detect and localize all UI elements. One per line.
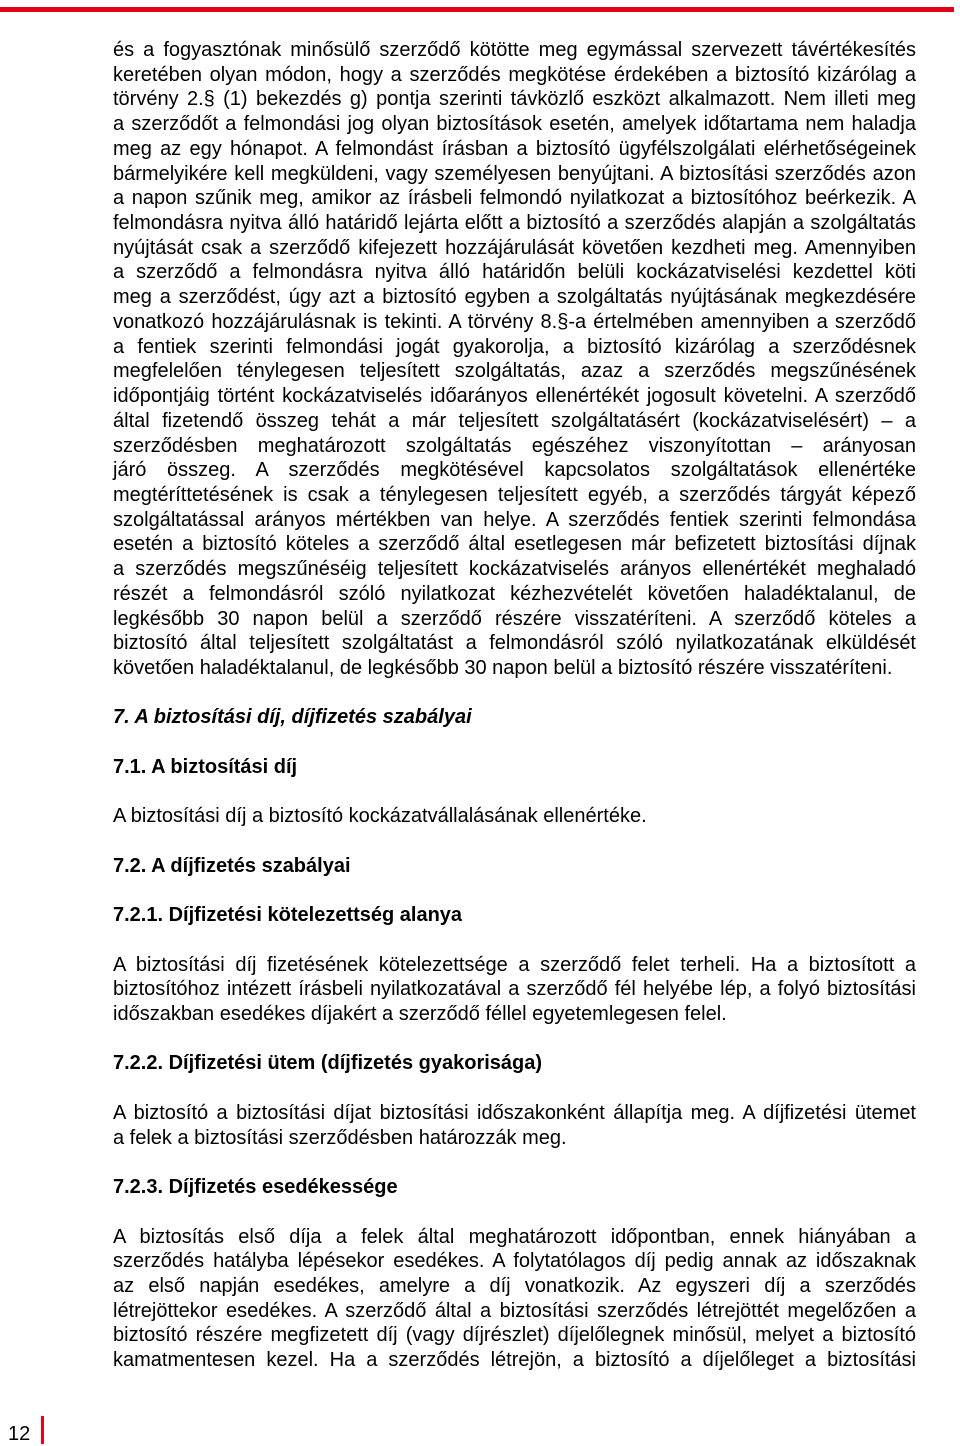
section-heading-7: 7. A biztosítási díj, díjfizetés szabályai xyxy=(113,706,472,729)
paragraph-line: követően haladéktalanul, de legkésőbb 30 napon belül a biztosító részére visszatéríteni. xyxy=(113,656,893,679)
paragraph-line: legkésőbb 30 napon belül a szerződő részére visszatéríteni. A szerződő köteles a xyxy=(113,607,916,630)
section-heading-7-1: 7.1. A biztosítási díj xyxy=(113,755,298,778)
paragraph-line: A biztosító a biztosítási díjat biztosítási időszakonként állapítja meg. A díjfizetési ütemet xyxy=(113,1101,916,1124)
paragraph-line: megtéríttetésének is csak a ténylegesen teljesített egyéb, a szerződés tárgyát képező xyxy=(113,483,916,506)
section-heading-7-2-2: 7.2.2. Díjfizetési ütem (díjfizetés gyakorisága) xyxy=(113,1052,543,1075)
page-number: 12 xyxy=(8,1423,31,1445)
paragraph-line: szolgáltatással arányos mértékben van helye. A szerződés fentiek szerinti felmondása xyxy=(113,508,916,531)
paragraph-line: meg az egy hónapot. A felmondást írásban a biztosító ügyfélszolgálati elérhetőségeinek xyxy=(113,137,916,160)
footer-accent-line xyxy=(41,1416,44,1444)
paragraph-line: a szerződőt a felmondási jog olyan biztosítások esetén, amelyek időtartama nem haladja xyxy=(113,113,916,136)
section-heading-7-2: 7.2. A díjfizetés szabályai xyxy=(113,854,351,877)
paragraph-line: és a fogyasztónak minősülő szerződő kötötte meg egymással szervezett távértékesítés xyxy=(113,39,916,61)
section-heading-7-2-3: 7.2.3. Díjfizetés esedékessége xyxy=(113,1176,398,1199)
paragraph-line: által fizetendő összeg tehát a már teljesített szolgáltatásért (kockázatviselésért) – a xyxy=(113,409,916,432)
paragraph-line: időpontjáig történt kockázatviselés időarányos ellenértékét jogosult követelni. A szerződő xyxy=(113,385,916,408)
paragraph-line: a felek a biztosítási szerződésben határozzák meg. xyxy=(113,1126,567,1149)
paragraph-line: A biztosítás első díja a felek által meghatározott időpontban, ennek hiányában a xyxy=(113,1225,916,1248)
paragraph-line: a szerződő a felmondásra nyitva álló határidőn belüli kockázatviselési kezdettel köti xyxy=(113,261,916,284)
paragraph-line: bármelyikére kell megküldeni, vagy személyesen benyújtani. A biztosítási szerződés azon xyxy=(113,162,916,185)
paragraph-line: a fentiek szerinti felmondási jogát gyakorolja, a biztosító kizárólag a szerződésnek xyxy=(113,335,916,358)
section-7-2-1-paragraph xyxy=(113,953,916,1027)
paragraph-line: az első napján esedékes, amelyre a díj vonatkozik. Az egyszeri díj a szerződés xyxy=(113,1274,916,1297)
paragraph-line: meg a szerződést, úgy azt a biztosító egyben a szolgáltatás nyújtásának megkezdésére xyxy=(113,286,916,309)
paragraph-line: időszakban esedékes díjakért a szerződő féllel egyetemlegesen felel. xyxy=(113,1003,727,1026)
paragraph-line: a napon szűnik meg, amikor az írásbeli felmondó nyilatkozat a biztosítóhoz beérkezik. A xyxy=(113,187,916,210)
paragraph-line: nyújtását csak a szerződő kifejezett hozzájárulását követően kezdheti meg. Amennyiben xyxy=(113,236,916,259)
paragraph-line: járó összeg. A szerződés megkötésével kapcsolatos szolgáltatások ellenértéke xyxy=(113,459,916,482)
section-heading-7-2-1: 7.2.1. Díjfizetési kötelezettség alanya xyxy=(113,904,463,927)
paragraph-line: szerződésben meghatározott szolgáltatás egészéhez viszonyítottan – arányosan xyxy=(113,434,916,457)
paragraph-line: A biztosítási díj fizetésének kötelezettsége a szerződő felet terheli. Ha a biztosított a xyxy=(113,953,916,976)
paragraph-line: esetén a biztosító köteles a szerződő által esetlegesen már befizetett biztosítási díjnak xyxy=(113,533,916,556)
paragraph-line: felmondásra nyitva álló határidő lejárta előtt a biztosító a szerződés alapján a szolgáltatás xyxy=(113,212,916,235)
paragraph-line: részét a felmondásról szóló nyilatkozat kézhezvételét követően haladéktalanul, de xyxy=(113,582,916,605)
paragraph-line: törvény 2.§ (1) bekezdés g) pontja szerinti távközlő eszközt alkalmazott. Nem illeti meg xyxy=(113,88,916,111)
section-7-2-2-paragraph xyxy=(113,1101,916,1150)
paragraph-line: A biztosítási díj a biztosító kockázatvállalásának ellenértéke. xyxy=(113,805,647,828)
paragraph-line: megfelelően ténylegesen teljesített szolgáltatás, azaz a szerződés megszűnésének xyxy=(113,360,916,383)
paragraph-line: keretében olyan módon, hogy a szerződés megkötése érdekében a biztosító kizárólag a xyxy=(113,63,916,86)
header-accent-bar xyxy=(0,7,954,12)
intro-paragraph xyxy=(113,38,916,681)
section-7-2-3-paragraph xyxy=(113,1225,916,1373)
paragraph-line: szerződés hatályba lépésekor esedékes. A folytatólagos díj pedig annak az időszaknak xyxy=(113,1250,916,1273)
paragraph-line: biztosító által teljesített szolgáltatást a felmondásról szóló nyilatkozatának elküldését xyxy=(113,632,916,655)
paragraph-line: a szerződés megszűnéséig teljesített kockázatviselés arányos ellenértékét meghaladó xyxy=(113,558,916,581)
paragraph-line: kamatmentesen kezel. Ha a szerződés létrejön, a biztosító a díjelőleget a biztosítási xyxy=(113,1349,916,1372)
section-7-1-paragraph xyxy=(113,804,916,829)
paragraph-line: biztosító részére megfizetett díj (vagy díjrészlet) díjelőlegnek minősül, melyet a biztosító xyxy=(113,1324,916,1347)
paragraph-line: biztosítóhoz intézett írásbeli nyilatkozatával a szerződő fél helyébe lép, a folyó biztosítási xyxy=(113,978,916,1001)
paragraph-line: létrejöttekor esedékes. A szerződő által a biztosítási szerződés létrejöttét megelőzően a xyxy=(113,1299,916,1322)
paragraph-line: vonatkozó hozzájárulásnak is tekinti. A törvény 8.§-a értelmében amennyiben a szerződő xyxy=(113,310,916,333)
document-body xyxy=(113,38,916,1373)
